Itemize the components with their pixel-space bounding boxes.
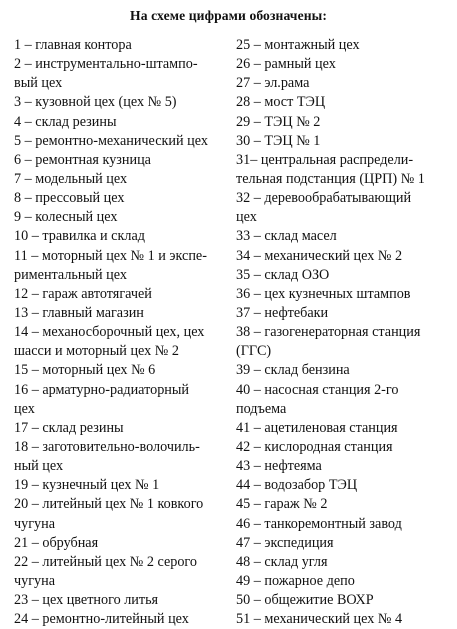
legend-line: 19 – кузнечный цех № 1 [14, 477, 160, 494]
legend-line: чугуна [14, 515, 56, 532]
legend-line: 40 – насосная станция 2-го [236, 381, 399, 398]
legend-line: 23 – цех цветного литья [14, 592, 159, 609]
legend-line: 46 – танкоремонтный завод [236, 515, 402, 532]
legend-line: 4 – склад резины [14, 113, 117, 130]
legend-line: 20 – литейный цех № 1 ковкого [14, 496, 204, 513]
legend-line: 43 – нефтеяма [236, 458, 322, 475]
legend-line: 10 – травилка и склад [14, 228, 145, 245]
legend-line: 17 – склад резины [14, 419, 124, 436]
legend-line: 36 – цех кузнечных штампов [236, 285, 411, 302]
legend-line: (ГГС) [236, 343, 272, 360]
legend-line: шасси и моторный цех № 2 [14, 343, 179, 360]
legend-line: 51 – механический цех № 4 [236, 611, 403, 628]
legend-line: 27 – эл.рама [236, 75, 310, 92]
legend-line: ный цех [14, 458, 64, 475]
legend-line: 11 – моторный цех № 1 и экспе- [14, 247, 207, 264]
legend-line: цех [14, 400, 35, 417]
legend-line: 24 – ремонтно-литейный цех [14, 611, 189, 628]
legend-line: 32 – деревообрабатывающий [236, 190, 412, 207]
legend-line: 25 – монтажный цех [236, 37, 360, 53]
legend-line: 21 – обрубная [14, 534, 99, 551]
legend-column-left [14, 36, 222, 629]
legend-title: На схеме цифрами обозначены: [130, 8, 327, 23]
legend-line: 18 – заготовительно-волочиль- [14, 438, 200, 455]
legend-line: 13 – главный магазин [14, 304, 144, 321]
legend-line: 47 – экспедиция [236, 534, 334, 551]
legend-line: 16 – арматурно-радиаторный [14, 381, 190, 398]
legend-line: 22 – литейный цех № 2 серого [14, 553, 197, 570]
legend-line: риментальный цех [14, 266, 127, 283]
legend-line: 1 – главная контора [14, 37, 132, 53]
legend-line: 2 – инструментально-штампо- [14, 56, 198, 73]
legend-line: 26 – рамный цех [236, 56, 336, 73]
legend-line: 29 – ТЭЦ № 2 [236, 113, 321, 130]
legend-line: 50 – общежитие ВОХР [236, 592, 374, 609]
legend-line: 39 – склад бензина [236, 362, 350, 379]
legend-line: 35 – склад ОЗО [236, 266, 330, 283]
legend-line: 12 – гараж автотягачей [14, 285, 152, 302]
legend-line: подъема [236, 400, 287, 417]
legend-line: 6 – ремонтная кузница [14, 151, 151, 168]
legend-line: 5 – ремонтно-механический цех [14, 132, 208, 149]
legend-line: 7 – модельный цех [14, 170, 128, 187]
legend-line: цех [236, 209, 257, 226]
legend-line: 48 – склад угля [236, 553, 328, 570]
legend-line: 44 – водозабор ТЭЦ [236, 477, 358, 494]
legend-line: 38 – газогенераторная станция [236, 324, 421, 341]
legend-line: 33 – склад масел [236, 228, 337, 245]
legend-line: 14 – механосборочный цех, цех [14, 324, 205, 341]
legend-line: 34 – механический цех № 2 [236, 247, 403, 264]
legend-line: 31– центральная распредели- [236, 151, 414, 168]
legend-line: 30 – ТЭЦ № 1 [236, 132, 321, 149]
legend-line: 8 – прессовый цех [14, 190, 125, 207]
legend-line: 15 – моторный цех № 6 [14, 362, 156, 379]
legend-line: 9 – колесный цех [14, 209, 118, 226]
legend-line: 41 – ацетиленовая станция [236, 419, 398, 436]
legend-line: 42 – кислородная станция [236, 438, 393, 455]
legend-line: чугуна [14, 572, 56, 589]
legend-line: 49 – пожарное депо [236, 572, 355, 589]
legend-line: 45 – гараж № 2 [236, 496, 328, 513]
legend-line: тельная подстанция (ЦРП) № 1 [236, 170, 425, 187]
legend-line: 3 – кузовной цех (цех № 5) [14, 94, 177, 111]
legend-line: вый цех [14, 75, 63, 92]
legend-line: 37 – нефтебаки [236, 304, 329, 321]
legend-column-right [236, 36, 448, 629]
legend-line: 28 – мост ТЭЦ [236, 94, 326, 111]
